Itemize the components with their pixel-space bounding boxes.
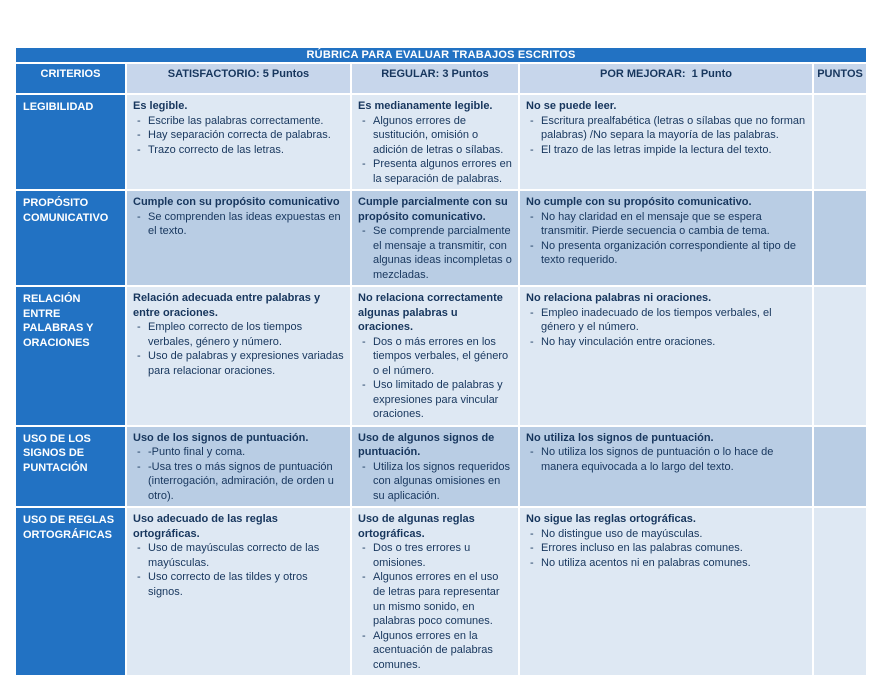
cell-lead: No cumple con su propósito comunicativo.	[526, 196, 752, 209]
header-row	[15, 63, 867, 94]
bullet-item: - Trazo correcto de las letras.	[133, 143, 345, 158]
criterion-label: USO DE LOS SIGNOS DE PUNTACIÓN	[15, 426, 126, 508]
table-row-relacion-palabras-oraciones	[15, 286, 867, 426]
bullet-item: - Escritura prealfabética (letras o sílabas que no forman palabras) /No separa la mayoría de las palabras.	[526, 114, 807, 143]
bullet-item: - Empleo inadecuado de los tiempos verbales, el género y el número.	[526, 306, 807, 335]
bullet-item: - Algunos errores de sustitución, omisión o adición de letras o sílabas.	[358, 114, 513, 158]
bullet-item: - No utiliza los signos de puntuación o lo hace de manera equivocada a lo largo del texto.	[526, 445, 807, 474]
cell-lead: Relación adecuada entre palabras y entre oraciones.	[133, 292, 321, 319]
cell-por-mejorar	[519, 426, 813, 508]
title-row	[15, 47, 867, 63]
bullet-list	[526, 445, 807, 474]
bullet-list	[133, 541, 345, 599]
cell-satisfactorio	[126, 286, 351, 426]
column-header-por-mejorar: POR MEJORAR: 1 Punto	[519, 63, 813, 94]
bullet-list	[358, 224, 513, 282]
criterion-label: PROPÓSITO COMUNICATIVO	[15, 190, 126, 286]
table-row-reglas-ortograficas	[15, 507, 867, 676]
cell-regular	[351, 426, 519, 508]
bullet-item: - Uso limitado de palabras y expresiones para vincular oraciones.	[358, 378, 513, 422]
bullet-list	[358, 335, 513, 422]
cell-por-mejorar	[519, 286, 813, 426]
cell-por-mejorar	[519, 190, 813, 286]
bullet-item: - Uso de mayúsculas correcto de las mayúsculas.	[133, 541, 345, 570]
bullet-item: - Dos o tres errores u omisiones.	[358, 541, 513, 570]
cell-lead: No sigue las reglas ortográficas.	[526, 513, 696, 526]
bullet-item: - Algunos errores en el uso de letras para representar un mismo sonido, en palabras poco comunes.	[358, 570, 513, 628]
cell-lead: Uso adecuado de las reglas ortográficas.	[133, 513, 278, 540]
bullet-list	[526, 306, 807, 350]
criterion-label: USO DE REGLAS ORTOGRÁFICAS	[15, 507, 126, 676]
bullet-item: - Errores incluso en las palabras comunes.	[526, 541, 807, 556]
cell-regular	[351, 507, 519, 676]
bullet-item: - Uso correcto de las tildes y otros signos.	[133, 570, 345, 599]
cell-lead: Es legible.	[133, 100, 188, 112]
criterion-label: RELACIÓN ENTRE PALABRAS Y ORACIONES	[15, 286, 126, 426]
bullet-item: - No presenta organización correspondiente al tipo de texto requerido.	[526, 239, 807, 268]
bullet-item: - Uso de palabras y expresiones variadas para relacionar oraciones.	[133, 349, 345, 378]
column-header-puntos: PUNTOS	[813, 63, 867, 94]
bullet-item: - Algunos errores en la acentuación de palabras comunes.	[358, 629, 513, 673]
table-row-signos-puntuacion	[15, 426, 867, 508]
bullet-list	[526, 114, 807, 158]
cell-lead: No relaciona correctamente algunas palabras u oraciones.	[358, 292, 503, 334]
cell-regular	[351, 190, 519, 286]
bullet-item: - Presenta algunos errores en la separación de palabras.	[358, 157, 513, 186]
cell-por-mejorar	[519, 507, 813, 676]
puntos-cell	[813, 426, 867, 508]
cell-lead: Cumple con su propósito comunicativo	[133, 196, 340, 209]
table-title: RÚBRICA PARA EVALUAR TRABAJOS ESCRITOS	[15, 47, 867, 63]
bullet-item: - No distingue uso de mayúsculas.	[526, 527, 807, 542]
cell-lead: Cumple parcialmente con su propósito comunicativo.	[358, 196, 508, 223]
bullet-list	[133, 114, 345, 158]
cell-satisfactorio	[126, 426, 351, 508]
column-header-criterios: CRITERIOS	[15, 63, 126, 94]
cell-por-mejorar	[519, 94, 813, 190]
cell-lead: Es medianamente legible.	[358, 100, 493, 112]
cell-satisfactorio	[126, 94, 351, 190]
criterion-label: LEGIBILIDAD	[15, 94, 126, 190]
table-row-proposito-comunicativo	[15, 190, 867, 286]
bullet-item: - Hay separación correcta de palabras.	[133, 128, 345, 143]
bullet-list	[358, 114, 513, 187]
bullet-item: - El trazo de las letras impide la lectura del texto.	[526, 143, 807, 158]
puntos-cell	[813, 94, 867, 190]
cell-lead: Uso de algunos signos de puntuación.	[358, 431, 495, 459]
bullet-list	[133, 320, 345, 378]
cell-lead: No relaciona palabras ni oraciones.	[526, 292, 712, 305]
puntos-cell	[813, 190, 867, 286]
column-header-satisfactorio: SATISFACTORIO: 5 Puntos	[126, 63, 351, 94]
puntos-cell	[813, 286, 867, 426]
cell-regular	[351, 94, 519, 190]
bullet-list	[133, 445, 345, 503]
bullet-item: - -Usa tres o más signos de puntuación (interrogación, admiración, de orden u otro).	[133, 460, 345, 504]
column-header-regular: REGULAR: 3 Puntos	[351, 63, 519, 94]
bullet-item: - -Punto final y coma.	[133, 445, 345, 460]
cell-satisfactorio	[126, 190, 351, 286]
bullet-item: - Escribe las palabras correctamente.	[133, 114, 345, 129]
bullet-item: - Empleo correcto de los tiempos verbales, género y número.	[133, 320, 345, 349]
bullet-list	[358, 460, 513, 504]
bullet-item: - Dos o más errores en los tiempos verbales, el género o el número.	[358, 335, 513, 379]
cell-lead: No se puede leer.	[526, 100, 617, 112]
table-row-legibilidad	[15, 94, 867, 190]
bullet-item: - Utiliza los signos requeridos con algunas omisiones en su aplicación.	[358, 460, 513, 504]
puntos-cell	[813, 507, 867, 676]
cell-lead: Uso de los signos de puntuación.	[133, 431, 309, 444]
cell-satisfactorio	[126, 507, 351, 676]
cell-lead: No utiliza los signos de puntuación.	[526, 431, 714, 444]
rubric-table	[14, 46, 868, 677]
bullet-item: - Se comprenden las ideas expuestas en el texto.	[133, 210, 345, 239]
cell-regular	[351, 286, 519, 426]
cell-lead: Uso de algunas reglas ortográficas.	[358, 513, 475, 540]
bullet-item: - No hay vinculación entre oraciones.	[526, 335, 807, 350]
bullet-list	[133, 210, 345, 239]
bullet-item: - Se comprende parcialmente el mensaje a transmitir, con algunas ideas incompletas o mezcladas.	[358, 224, 513, 282]
bullet-list	[526, 527, 807, 571]
bullet-list	[526, 210, 807, 268]
bullet-item: - No hay claridad en el mensaje que se espera transmitir. Pierde secuencia o cambia de tema.	[526, 210, 807, 239]
bullet-item: - No utiliza acentos ni en palabras comunes.	[526, 556, 807, 571]
bullet-list	[358, 541, 513, 672]
